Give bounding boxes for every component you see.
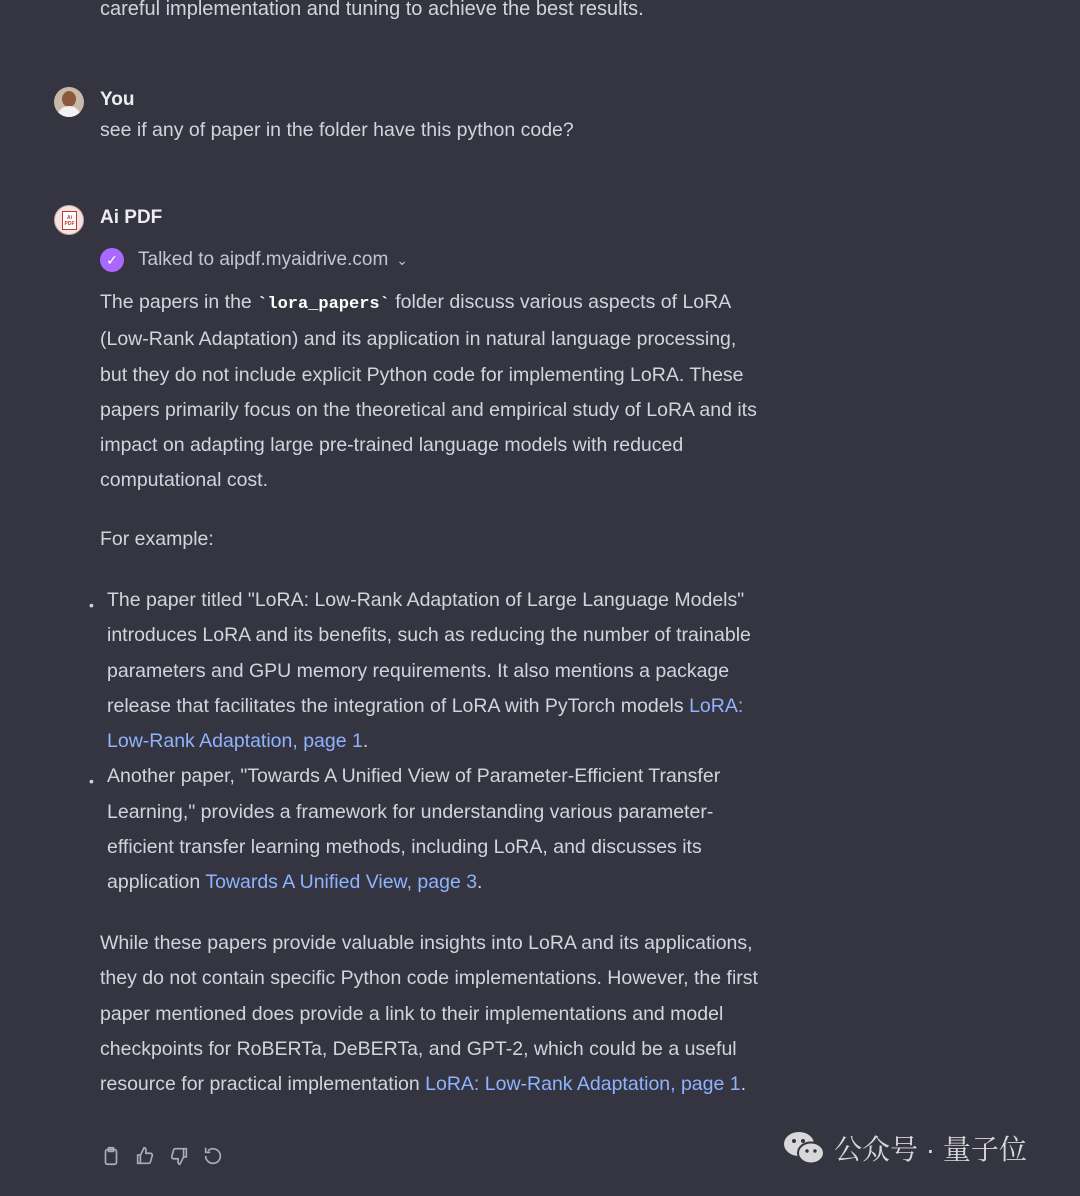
citation-link[interactable]: Towards A Unified View, page 3 bbox=[205, 871, 478, 894]
citation-link[interactable]: LoRA: Low-Rank Adaptation, page 1 bbox=[425, 1073, 741, 1096]
copy-icon[interactable] bbox=[100, 1145, 122, 1167]
ai-pdf-avatar: Ai PDF bbox=[54, 205, 84, 235]
list-item: • Another paper, "Towards A Unified View of Parameter-Efficient Transfer Learning," provides a framework for understanding various parameter-efficient transfer learning methods, including LoRA, and discusses its application Towards A Unified View, page 3. bbox=[89, 765, 721, 894]
assistant-name: Ai PDF bbox=[100, 207, 163, 228]
watermark bbox=[782, 1128, 1027, 1168]
user-message-text: see if any of paper in the folder have this python code? bbox=[100, 119, 574, 141]
user-avatar bbox=[54, 87, 84, 117]
answer-paragraph-2: For example: bbox=[100, 528, 214, 550]
user-name: You bbox=[100, 89, 135, 110]
regenerate-icon[interactable] bbox=[202, 1145, 224, 1167]
previous-message-text: careful implementation and tuning to achieve the best results. bbox=[100, 0, 644, 20]
chevron-down-icon[interactable]: ⌄ bbox=[396, 251, 409, 268]
answer-paragraph-3: While these papers provide valuable insights into LoRA and its applications, they do not contain specific Python code implementations. However, the first paper mentioned does provide a link to their implementations and model checkpoints for RoBERTa, DeBERTa, and GPT-2, which could be a useful resource for practical implementation LoRA: Low-Rank Adaptation, page 1. bbox=[100, 932, 758, 1096]
thumbs-down-icon[interactable] bbox=[168, 1145, 190, 1167]
list-item: • The paper titled "LoRA: Low-Rank Adaptation of Large Language Models" introduces LoRA and its benefits, such as reducing the number of trainable parameters and GPU memory requirements. It also mentions a package release that facilitates the integration of LoRA with PyTorch models LoRA: Low-Rank Adaptation, page 1. bbox=[89, 589, 751, 753]
check-icon: ✓ bbox=[100, 248, 124, 272]
folder-name-code: `lora_papers` bbox=[257, 295, 390, 314]
citation-link[interactable]: LoRA: Low-Rank Adaptation, page 1 bbox=[107, 694, 744, 753]
tool-call-label: Talked to aipdf.myaidrive.com bbox=[138, 249, 389, 270]
answer-bullet-list bbox=[88, 583, 760, 901]
message-actions bbox=[100, 1145, 224, 1167]
answer-paragraph-1: The papers in the `lora_papers` folder discuss various aspects of LoRA (Low-Rank Adaptation) and its application in natural language processing, but they do not include explicit Python code for implementing LoRA. These papers primarily focus on the theoretical and empirical study of LoRA and its impact on adapting large pre-trained language models with reduced computational cost. bbox=[100, 291, 757, 492]
thumbs-up-icon[interactable] bbox=[134, 1145, 156, 1167]
tool-call-toggle[interactable] bbox=[100, 247, 408, 273]
watermark-text: 公众号 · 量子位 bbox=[834, 1134, 1027, 1165]
wechat-icon bbox=[782, 1128, 826, 1168]
